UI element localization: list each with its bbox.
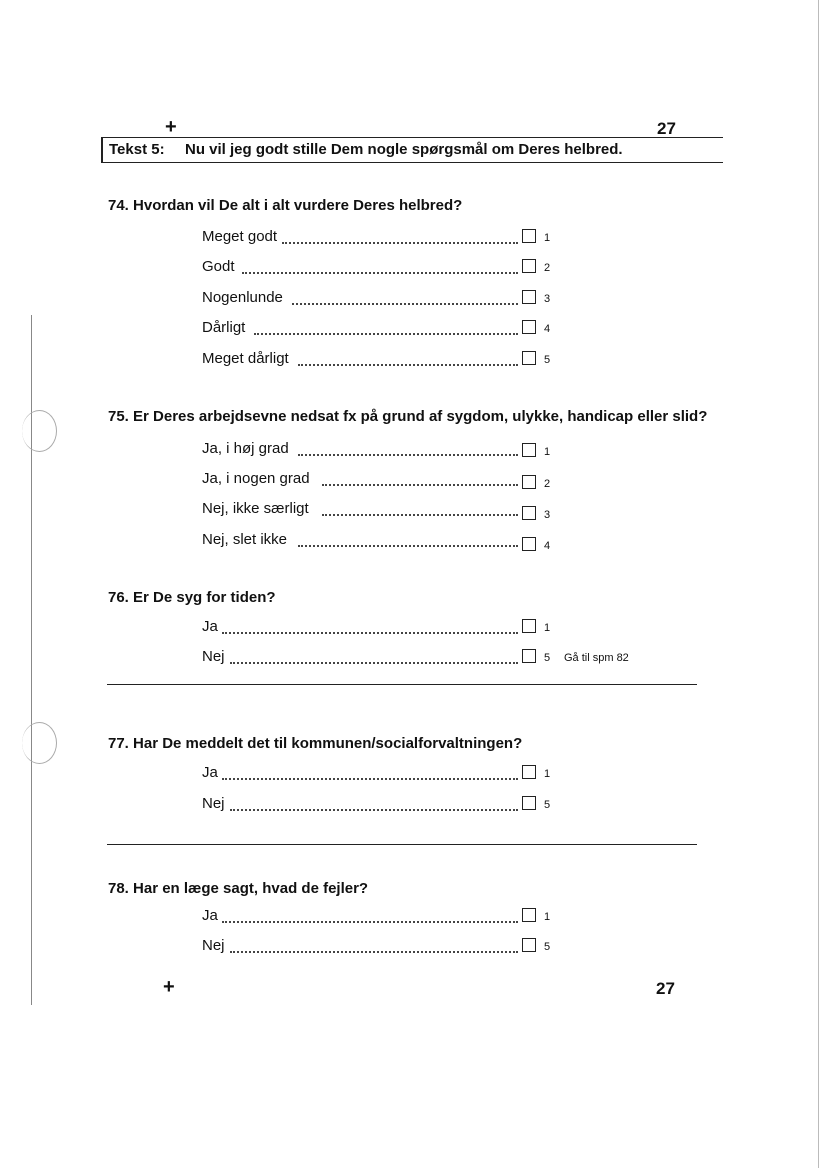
q74-option-5[interactable] bbox=[202, 350, 622, 370]
checkbox[interactable] bbox=[522, 619, 536, 633]
option-label: Ja bbox=[202, 907, 222, 924]
checkbox[interactable] bbox=[522, 259, 536, 273]
q74-option-3[interactable] bbox=[202, 289, 622, 309]
option-label: Godt bbox=[202, 258, 239, 275]
dot-leader bbox=[298, 454, 518, 456]
page-right-edge bbox=[818, 0, 819, 1168]
section-text: Nu vil jeg godt stille Dem nogle spørgsmål om Deres helbred. bbox=[185, 141, 623, 158]
section-divider bbox=[107, 844, 697, 845]
checkbox[interactable] bbox=[522, 290, 536, 304]
option-label: Dårligt bbox=[202, 319, 249, 336]
checkbox[interactable] bbox=[522, 506, 536, 520]
checkbox[interactable] bbox=[522, 320, 536, 334]
option-label: Meget dårligt bbox=[202, 350, 293, 367]
checkbox[interactable] bbox=[522, 649, 536, 663]
section-label: Tekst 5: bbox=[109, 141, 165, 158]
checkbox[interactable] bbox=[522, 537, 536, 551]
option-label: Nej, slet ikke bbox=[202, 531, 291, 548]
dot-leader bbox=[222, 778, 518, 780]
option-label: Ja bbox=[202, 764, 222, 781]
option-code: 2 bbox=[544, 478, 551, 490]
option-code: 4 bbox=[544, 323, 551, 335]
dot-leader bbox=[242, 272, 518, 274]
option-code: 1 bbox=[544, 768, 551, 780]
q74-option-4[interactable] bbox=[202, 319, 622, 339]
dot-leader bbox=[230, 662, 518, 664]
q76-option-nej[interactable] bbox=[202, 648, 642, 668]
q74-option-2[interactable] bbox=[202, 258, 622, 278]
dot-leader bbox=[230, 951, 518, 953]
option-code: 1 bbox=[544, 622, 551, 634]
dot-leader bbox=[222, 921, 518, 923]
option-code: 1 bbox=[544, 232, 551, 244]
dot-leader bbox=[254, 333, 518, 335]
q76-option-ja[interactable] bbox=[202, 618, 622, 638]
option-label: Nej bbox=[202, 795, 229, 812]
q75-option-4[interactable] bbox=[202, 531, 622, 551]
punch-hole-upper bbox=[22, 410, 57, 452]
q75-option-3[interactable] bbox=[202, 500, 622, 520]
option-code: 5 bbox=[544, 799, 551, 811]
dot-leader bbox=[322, 484, 518, 486]
page-number-top: 27 bbox=[657, 119, 676, 138]
option-label: Ja bbox=[202, 618, 222, 635]
question-75-title: 75. Er Deres arbejdsevne nedsat fx på grund af sygdom, ulykke, handicap eller slid? bbox=[108, 408, 708, 425]
q77-option-ja[interactable] bbox=[202, 764, 622, 784]
question-77-title: 77. Har De meddelt det til kommunen/socialforvaltningen? bbox=[108, 735, 523, 752]
section-divider bbox=[107, 684, 697, 685]
question-78-title: 78. Har en læge sagt, hvad de fejler? bbox=[108, 880, 369, 897]
dot-leader bbox=[230, 809, 518, 811]
option-label: Ja, i høj grad bbox=[202, 440, 293, 457]
checkbox[interactable] bbox=[522, 229, 536, 243]
registration-mark-bottom: + bbox=[163, 976, 175, 998]
option-label: Nogenlunde bbox=[202, 289, 287, 306]
skip-instruction: Gå til spm 82 bbox=[564, 652, 629, 664]
checkbox[interactable] bbox=[522, 351, 536, 365]
checkbox[interactable] bbox=[522, 938, 536, 952]
question-76-title: 76. Er De syg for tiden? bbox=[108, 589, 276, 606]
option-code: 1 bbox=[544, 446, 551, 458]
registration-mark-top: + bbox=[165, 116, 177, 138]
option-label: Nej bbox=[202, 937, 229, 954]
dot-leader bbox=[322, 514, 518, 516]
option-code: 4 bbox=[544, 540, 551, 552]
option-code: 3 bbox=[544, 293, 551, 305]
dot-leader bbox=[298, 364, 518, 366]
option-code: 1 bbox=[544, 911, 551, 923]
checkbox[interactable] bbox=[522, 796, 536, 810]
checkbox[interactable] bbox=[522, 443, 536, 457]
option-code: 5 bbox=[544, 652, 551, 664]
option-code: 2 bbox=[544, 262, 551, 274]
option-label: Ja, i nogen grad bbox=[202, 470, 314, 487]
section-banner bbox=[101, 137, 723, 163]
option-label: Nej bbox=[202, 648, 229, 665]
option-code: 5 bbox=[544, 941, 551, 953]
q78-option-nej[interactable] bbox=[202, 937, 622, 957]
checkbox[interactable] bbox=[522, 765, 536, 779]
q74-option-1[interactable] bbox=[202, 228, 622, 248]
page-number-bottom: 27 bbox=[656, 979, 675, 998]
question-74-title: 74. Hvordan vil De alt i alt vurdere Deres helbred? bbox=[108, 197, 463, 214]
dot-leader bbox=[292, 303, 518, 305]
dot-leader bbox=[282, 242, 518, 244]
punch-hole-lower bbox=[22, 722, 57, 764]
option-label: Nej, ikke særligt bbox=[202, 500, 313, 517]
q75-option-1[interactable] bbox=[202, 440, 622, 460]
checkbox[interactable] bbox=[522, 908, 536, 922]
option-code: 5 bbox=[544, 354, 551, 366]
q78-option-ja[interactable] bbox=[202, 907, 622, 927]
dot-leader bbox=[298, 545, 518, 547]
q75-option-2[interactable] bbox=[202, 470, 622, 490]
option-label: Meget godt bbox=[202, 228, 281, 245]
option-code: 3 bbox=[544, 509, 551, 521]
checkbox[interactable] bbox=[522, 475, 536, 489]
q77-option-nej[interactable] bbox=[202, 795, 622, 815]
dot-leader bbox=[222, 632, 518, 634]
